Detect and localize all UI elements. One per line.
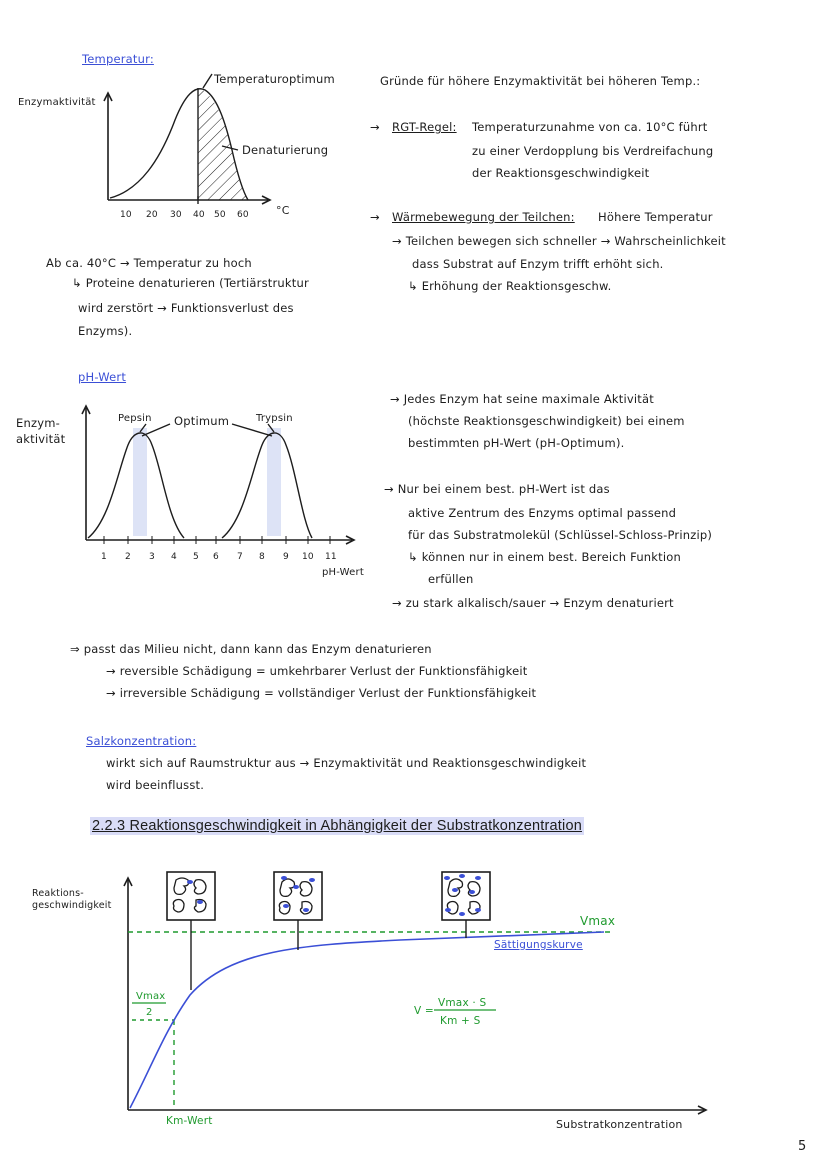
warm-term: Wärmebewegung der Teilchen: — [392, 210, 575, 224]
rgt-line-2: zu einer Verdopplung bis Verdreifachung — [472, 144, 714, 158]
km-label: Km-Wert — [166, 1115, 213, 1127]
temp-tick: 60 — [237, 210, 249, 220]
temp-note-3: wird zerstört → Funktionsverlust des — [78, 301, 294, 315]
milieu-line-3: → irreversible Schädigung = vollständiger Verlust der Funktionsfähigkeit — [106, 686, 537, 700]
pepsin-label: Pepsin — [118, 413, 152, 424]
salt-line-2: wird beeinflusst. — [106, 778, 205, 792]
warm-arrow: → — [370, 210, 380, 224]
temp-tick: 40 — [193, 210, 205, 220]
ph-tick: 7 — [237, 552, 243, 562]
ph-tick: 1 — [101, 552, 107, 562]
ph-right-6: für das Substratmolekül (Schlüssel-Schloss-Prinzip) — [408, 528, 713, 542]
half-vmax-num: Vmax — [136, 991, 166, 1002]
ph-right-2: (höchste Reaktionsgeschwindigkeit) bei einem — [408, 414, 685, 428]
kin-y-label-2: geschwindigkeit — [32, 900, 112, 911]
saturation-label: Sättigungskurve — [494, 939, 583, 951]
temp-y-label: Enzymaktivität — [18, 97, 96, 108]
temp-note-4: Enzyms). — [78, 324, 133, 338]
ph-x-label: pH-Wert — [322, 567, 364, 578]
enzyme-box-low — [167, 872, 215, 920]
ph-right-5: aktive Zentrum des Enzyms optimal passend — [408, 506, 677, 520]
temp-tick: 10 — [120, 210, 132, 220]
formula-num: Vmax · S — [438, 997, 487, 1009]
warm-line-3: dass Substrat auf Enzym trifft erhöht sich. — [412, 257, 664, 271]
warm-line-2: → Teilchen bewegen sich schneller → Wahrscheinlichkeit — [392, 234, 726, 248]
ph-tick: 5 — [193, 552, 199, 562]
ph-tick: 11 — [325, 552, 337, 562]
milieu-line-1: ⇒ passt das Milieu nicht, dann kann das Enzym denaturieren — [70, 642, 432, 656]
temp-note-2: ↳ Proteine denaturieren (Tertiärstruktur — [72, 276, 309, 290]
rgt-term: RGT-Regel: — [392, 120, 457, 134]
kin-y-label-1: Reaktions- — [32, 888, 84, 899]
salt-heading: Salzkonzentration: — [86, 734, 197, 748]
enzyme-box-medium — [274, 872, 322, 920]
ph-tick: 6 — [213, 552, 219, 562]
ph-right-1: → Jedes Enzym hat seine maximale Aktivität — [390, 392, 654, 406]
temp-denat-label: Denaturierung — [242, 143, 329, 157]
warm-line-4: ↳ Erhöhung der Reaktionsgeschw. — [408, 279, 612, 293]
temp-tick: 20 — [146, 210, 158, 220]
temp-tick: 30 — [170, 210, 182, 220]
ph-right-3: bestimmten pH-Wert (pH-Optimum). — [408, 436, 625, 450]
ph-y-label-1: Enzym- — [16, 416, 60, 430]
temp-optimum-label: Temperaturoptimum — [214, 72, 335, 86]
salt-line-1: wirkt sich auf Raumstruktur aus → Enzymaktivität und Reaktionsgeschwindigkeit — [106, 756, 587, 770]
rgt-arrow: → — [370, 120, 380, 134]
temp-tick: 50 — [214, 210, 226, 220]
rgt-line-3: der Reaktionsgeschwindigkeit — [472, 166, 650, 180]
kin-x-label: Substratkonzentration — [556, 1118, 683, 1131]
formula-den: Km + S — [440, 1015, 481, 1027]
temp-note-1: Ab ca. 40°C → Temperatur zu hoch — [46, 256, 252, 270]
ph-heading: pH-Wert — [78, 370, 127, 384]
ph-tick: 3 — [149, 552, 155, 562]
milieu-line-2: → reversible Schädigung = umkehrbarer Verlust der Funktionsfähigkeit — [106, 664, 528, 678]
trypsin-label: Trypsin — [256, 413, 293, 424]
page-number: 5 — [798, 1139, 807, 1154]
formula-v: V = — [414, 1005, 434, 1017]
half-vmax-den: 2 — [146, 1007, 153, 1018]
ph-tick: 2 — [125, 552, 131, 562]
vmax-label: Vmax — [580, 914, 616, 928]
enzyme-box-saturated — [442, 872, 490, 920]
warm-line-1: Höhere Temperatur — [598, 210, 713, 224]
ph-right-9: → zu stark alkalisch/sauer → Enzym denaturiert — [392, 596, 674, 610]
ph-tick: 8 — [259, 552, 265, 562]
ph-y-label-2: aktivität — [16, 432, 66, 446]
ph-optimum-label: Optimum — [174, 414, 230, 428]
ph-right-4: → Nur bei einem best. pH-Wert ist das — [384, 482, 610, 496]
reasons-title: Gründe für höhere Enzymaktivität bei höheren Temp.: — [380, 74, 701, 88]
temperature-heading: Temperatur: — [82, 52, 154, 66]
saturation-curve — [130, 932, 604, 1108]
ph-tick: 10 — [302, 552, 314, 562]
section-title: 2.2.3 Reaktionsgeschwindigkeit in Abhängigkeit der Substratkonzentration — [92, 818, 582, 834]
temp-x-unit: °C — [276, 204, 290, 217]
ph-tick: 4 — [171, 552, 177, 562]
ph-right-7: ↳ können nur in einem best. Bereich Funktion — [408, 550, 681, 564]
rgt-line-1: Temperaturzunahme von ca. 10°C führt — [472, 120, 708, 134]
ph-tick: 9 — [283, 552, 289, 562]
ph-right-8: erfüllen — [428, 572, 474, 586]
